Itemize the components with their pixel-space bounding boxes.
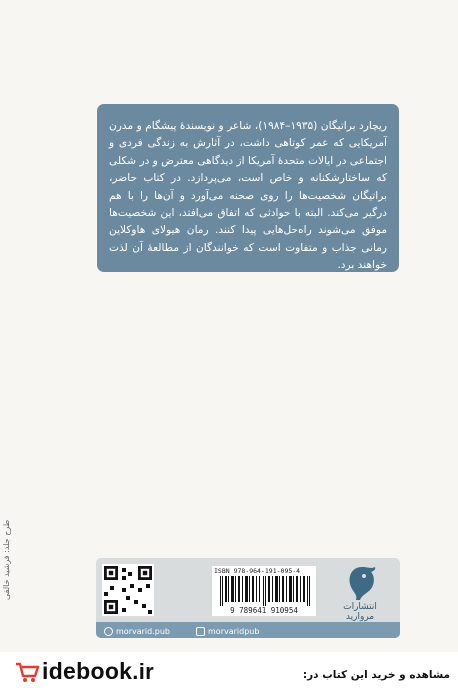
publisher-logo-icon [344, 564, 380, 604]
publisher-panel [96, 558, 400, 638]
logo-suffix: .ir [132, 658, 154, 684]
watermark-footer [0, 652, 458, 700]
website-text: morvarid.pub [116, 627, 170, 636]
instagram-handle[interactable] [196, 627, 259, 636]
logo-text: idebook [42, 658, 133, 684]
isbn-barcode [212, 566, 316, 616]
cover-design-credit: طرح جلد: فرشید خالقی [2, 520, 11, 601]
barcode-number: 9 789641 910954 [230, 606, 298, 615]
instagram-icon [196, 627, 205, 636]
barcode-icon [220, 576, 310, 606]
globe-icon [104, 627, 113, 636]
qr-code [102, 564, 154, 616]
website-handle[interactable] [104, 627, 170, 636]
cart-icon [14, 659, 40, 685]
social-bar [96, 622, 400, 638]
isbn-label: ISBN 978-964-191-095-4 [214, 567, 301, 575]
qr-code-icon [102, 564, 154, 616]
watermark-cta: مشاهده و خرید این کتاب در: [302, 669, 450, 681]
idebook-logo[interactable] [14, 658, 154, 685]
publisher-name: انتشارات مروارید [343, 602, 377, 622]
back-cover-blurb: ریچارد براتیگان (۱۹۳۵–۱۹۸۴)، شاعر و نویسندۀ پیشگام و مدرن آمریکایی که عمر کوتاهی داشت، در آثارش به زندگی فردی و اجتماعی در ایالات متحدۀ آمریکا از دیدگاهی معترض و در شکلی که ساختارشکنانه و خاص است، می‌پردازد. در کتاب حاضر، براتیگان شخصیت‌ها را روی صحنه می‌آورد و آن‌ها را با هم درگیر می‌کند. البته با حوادثی که اتفاق می‌افتد، این شخصیت‌ها موفق می‌شوند راه‌حل‌هایی پیدا کنند. رمان هیولای هاوکلاین رمانی جذاب و متفاوت است که خوانندگان از مطالعۀ آن لذت خواهند برد. [97, 104, 399, 272]
instagram-text: morvaridpub [208, 627, 260, 636]
